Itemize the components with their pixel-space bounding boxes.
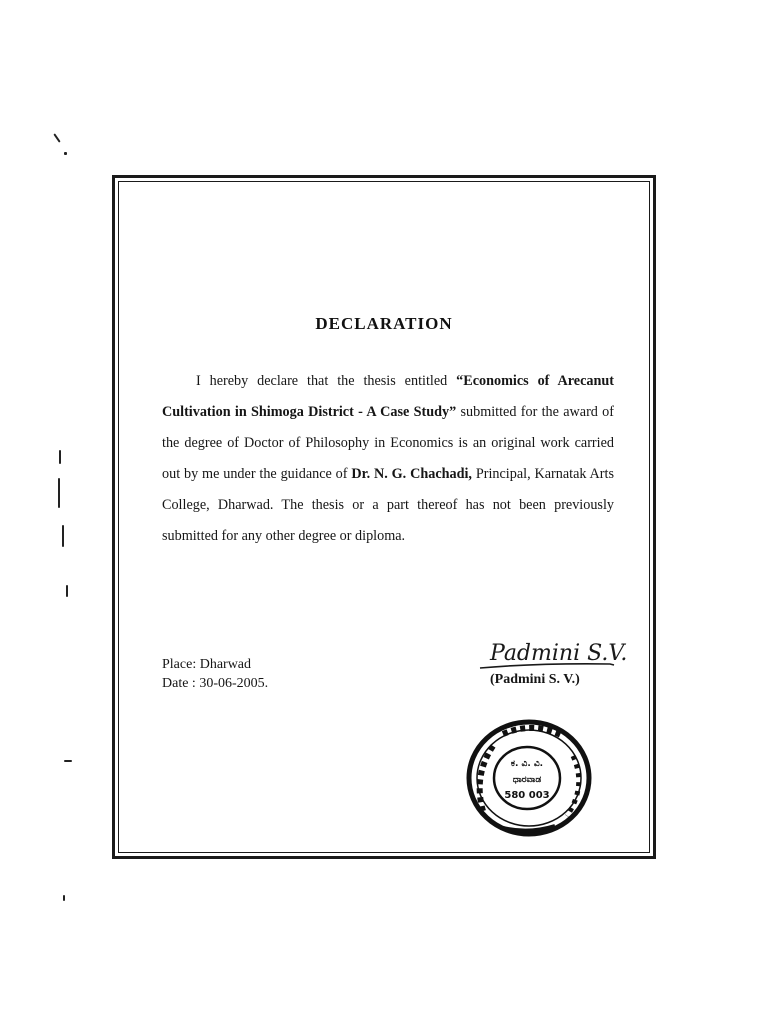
seal-center-text: ಧಾರವಾಡ xyxy=(512,775,542,785)
declaration-middle: submitted for the award of the degree of Doctor of Philosophy in Economics is an original work carried out by me under the guidance of xyxy=(162,404,615,482)
scan-speck xyxy=(64,152,67,155)
signature-script: Padmini S.V. xyxy=(490,641,628,666)
scan-speck xyxy=(62,525,64,547)
scan-speck xyxy=(53,133,60,142)
document-title: DECLARATION xyxy=(315,314,453,333)
place-date-block xyxy=(162,655,268,693)
declaration-end: Principal, Karnatak Arts College, Dharwad. The thesis or a part thereof has not been previously submitted for any other degree or diploma. xyxy=(162,466,614,544)
scan-speck xyxy=(59,450,61,464)
place-label: Place: Dharwad xyxy=(162,657,252,672)
declaration-body xyxy=(162,366,614,552)
declaration-intro: I hereby declare that the thesis entitled xyxy=(196,373,457,389)
seal-inner-text: ಕ. ವಿ. ವಿ. xyxy=(510,759,544,769)
official-seal-stamp xyxy=(463,716,597,840)
scan-speck xyxy=(58,478,60,508)
guide-name: Dr. N. G. Chachadi, xyxy=(351,466,472,482)
thesis-title: “Economics of Arecanut Cultivation in Shimoga District - A Case Study” xyxy=(162,373,614,420)
seal-bottom-text: 580 003 xyxy=(504,790,550,801)
scan-speck xyxy=(66,585,68,597)
scan-speck xyxy=(64,760,72,762)
date-label: Date : 30-06-2005. xyxy=(162,676,269,691)
handwritten-signature xyxy=(478,632,628,674)
signer-name: (Padmini S. V.) xyxy=(490,672,580,687)
scan-speck xyxy=(63,895,65,901)
